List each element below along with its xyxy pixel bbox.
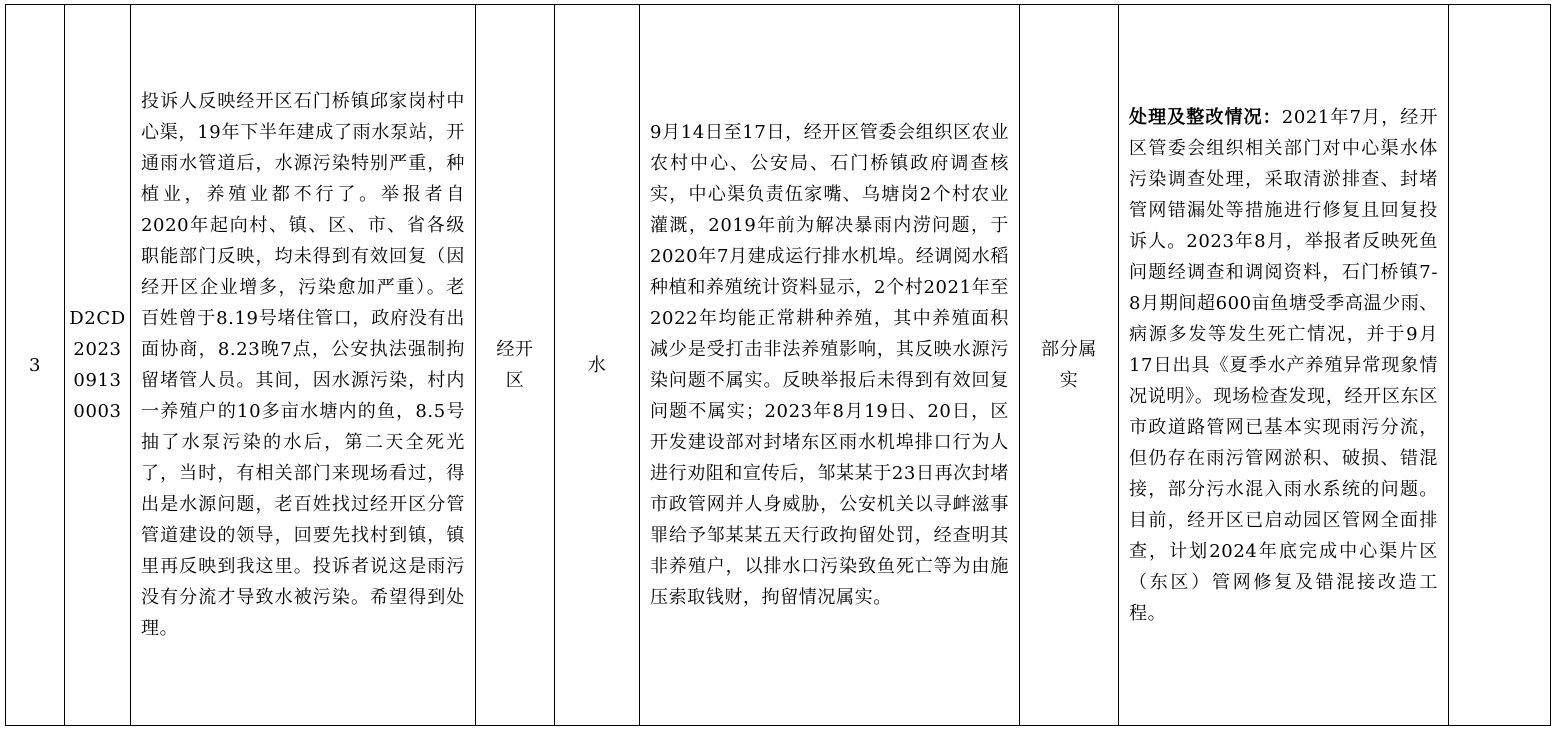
rectification-block [1119,102,1448,629]
row-index: 3 [28,354,42,376]
case-code-line: 0003 [73,401,122,422]
case-code-line: D2CD [69,308,126,329]
rectification-cell [1119,5,1449,726]
rectification-text: 2021年7月，经开区管委会组织相关部门对中心渠水体污染调查处理，采取清淤排查、封堵管网错漏处等措施进行修复且回复投诉人。2023年8月，举报者反映死鱼问题经调查和调阅资料，石门桥镇7-8月期间超600亩鱼塘受季高温少雨、病源多发等发生死亡情况，并于9月17日出具《夏季水产养殖异常现象情况说明》。现场检查发现，经开区东区市政道路管网已基本实现雨污分流，但仍存在雨污管网淤积、破损、错混接，部分污水混入雨水系统的问题。目前，经开区已启动园区管网全面排查，计划2024年底完成中心渠片区（东区）管网修复及错混接改造工程。 [1129,106,1438,624]
investigation-text: 9月14日至17日，经开区管委会组织区农业农村中心、公安局、石门桥镇政府调查核实，中心渠负责伍家嘴、乌塘岗2个村农业灌溉，2019年前为解决暴雨内涝问题，于2020年7月建成运行排水机埠。经调阅水稻种植和养殖统计资料显示，2个村2021年至2022年均能正常耕种养殖，其中养殖面积减少是受打击非法养殖影响，其反映水源污染问题不属实。反映举报后未得到有效回复问题不属实；2023年8月19日、20日，区开发建设部对封堵东区雨水机埠排口行为人进行劝阻和宣传后，邹某某于23日再次封堵市政管网并人身威胁，公安机关以寻衅滋事罪给予邹某某五天行政拘留处罚，经查明其非养殖户，以排水口污染致鱼死亡等为由施压索取钱财，拘留情况属实。 [650,122,1009,608]
empty-cell [1449,5,1551,726]
verdict-cell [1020,5,1119,726]
case-code-line: 2023 [73,339,122,360]
category-text: 水 [587,354,607,376]
table-row [6,5,1551,726]
investigation-cell [640,5,1020,726]
complaint-cell [131,5,476,726]
row-index-cell [6,5,65,726]
district-cell [476,5,555,726]
category-cell [555,5,640,726]
case-code-cell [65,5,131,726]
case-code-line: 0913 [73,370,122,391]
rectification-label: 处理及整改情况： [1129,106,1282,128]
verdict-text: 部分属实 [1041,339,1097,391]
complaint-table [5,4,1551,726]
district-text: 经开区 [496,339,534,391]
complaint-text: 投诉人反映经开区石门桥镇邱家岗村中心渠，19年下半年建成了雨水泵站，开通雨水管道后，水源污染特别严重，种植业，养殖业都不行了。举报者自2020年起向村、镇、区、市、省各级职能部门反映，均未得到有效回复（因经开区企业增多，污染愈加严重）。老百姓曾于8.19号堵住管口，政府没有出面协商，8.23晚7点，公安执法强制拘留堵管人员。其间，因水源污染，村内一养殖户的10多亩水塘内的鱼，8.5号抽了水泵污染的水后，第二天全死光了，当时，有相关部门来现场看过，得出是水源问题，老百姓找过经开区分管管道建设的领导，回要先找村到镇，镇里再反映到我这里。投诉者说这是雨污没有分流才导致水被污染。希望得到处理。 [141,91,465,639]
